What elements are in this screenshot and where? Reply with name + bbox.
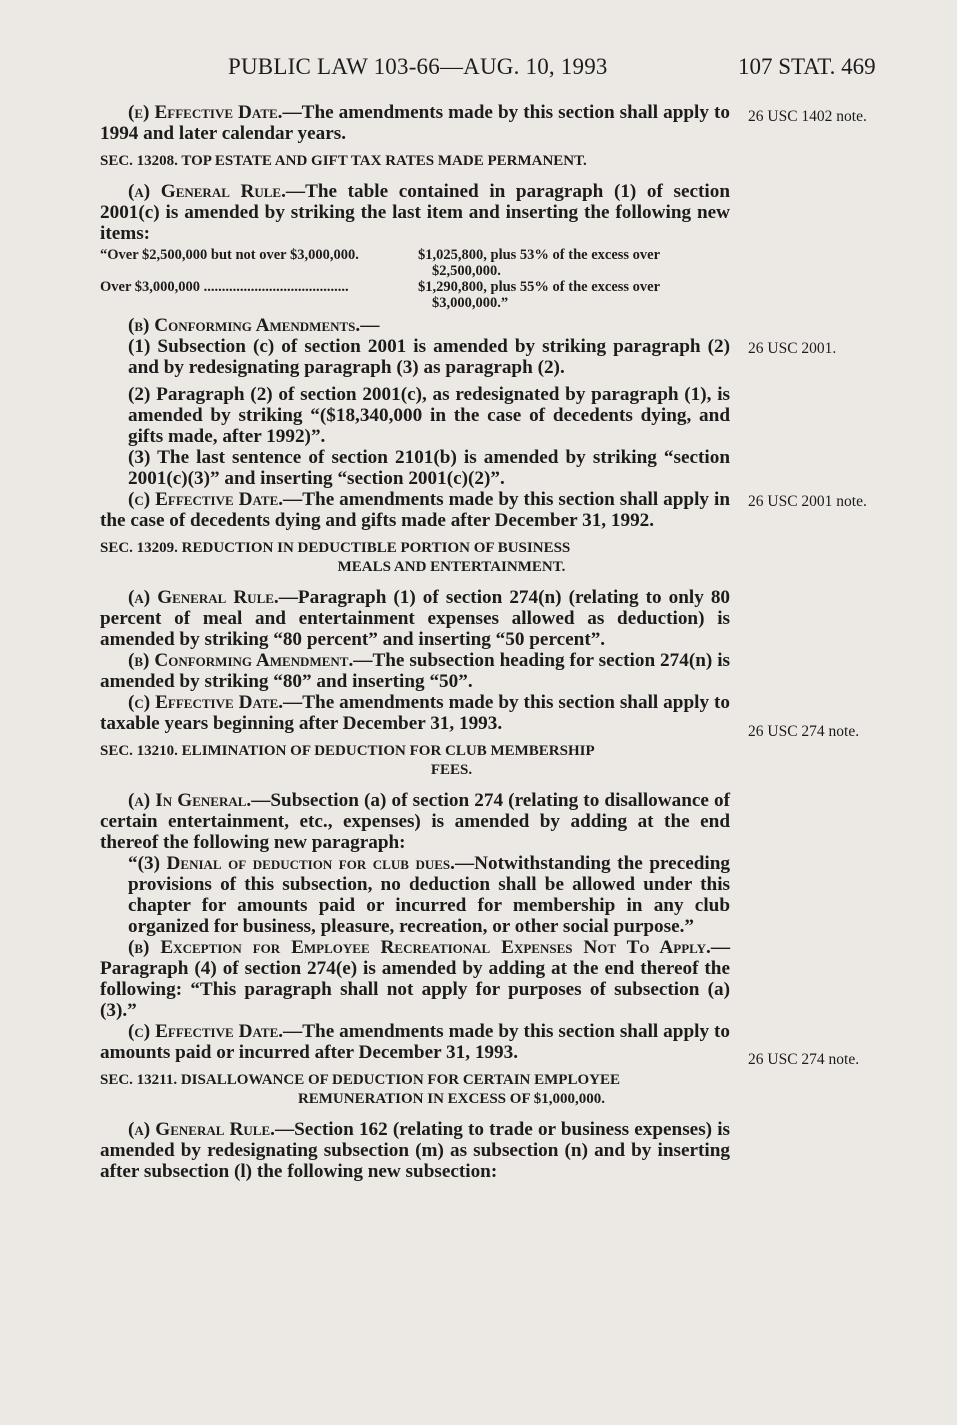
table-cell [100,279,418,311]
margin-note-2001: 26 USC 2001. [748,340,837,357]
paragraph-text: —The amendments made by this section shall apply in the case of decedents dying and gifts made after December 31, 1992. [100,489,730,531]
paragraph-13208-c [100,489,730,531]
heading-label: (a) General Rule. [128,587,279,608]
table-cell [418,247,728,279]
margin-note-2001-note: 26 USC 2001 note. [748,493,867,510]
margin-note-1402: 26 USC 1402 note. [748,108,867,125]
cell-text: $1,025,800, plus 53% of the excess over $2,500,000. [418,247,660,279]
table-cell [100,247,418,279]
paragraph-text: —Notwithstanding the preceding provisions of this subsection, no deduction shall be allowed under this chapter for amounts paid or incurred for membership in any club organized for business, pleasure, recreation, or other social purpose.” [128,853,730,937]
heading-label: “(3) Denial of deduction for club dues. [128,853,455,874]
table-row [100,279,728,311]
heading-line: MEALS AND ENTERTAINMENT. [337,559,566,575]
document-body [100,102,730,1182]
paragraph-text: —The subsection heading for section 274(n) is amended by striking “80” and inserting “50”. [100,650,730,692]
heading-label: (a) In General. [128,790,252,811]
heading-line: SEC. 13210. ELIMINATION OF DEDUCTION FOR CLUB MEMBERSHIP [100,743,595,759]
running-head-title: PUBLIC LAW 103-66—AUG. 10, 1993 [228,54,608,79]
paragraph-text: —Paragraph (1) of section 274(n) (relating to only 80 percent of meal and entertainment expenses allowed as deduction) is amended by striking “80 percent” and inserting “50 percent”. [100,587,731,650]
cell-text: “Over $2,500,000 but not over $3,000,000. [100,247,359,263]
paragraph-text: —Paragraph (4) of section 274(e) is amended by adding at the end thereof the following: “This paragraph shall not apply for purposes of subsection (a)(3).” [100,937,730,1021]
heading-line: SEC. 13211. DISALLOWANCE OF DEDUCTION FOR CERTAIN EMPLOYEE [100,1072,620,1088]
paragraph-text: —Section 162 (relating to trade or business expenses) is amended by redesignating subsection (m) as subsection (n) and by inserting after subsection (l) the following new subsection: [100,1119,730,1182]
section-heading-13208: SEC. 13208. TOP ESTATE AND GIFT TAX RATES MADE PERMANENT. [100,153,587,169]
paragraph-13209-c [100,692,730,734]
paragraph-text: — [360,315,380,336]
heading-label: (c) Effective Date. [128,489,284,510]
paragraph-13209-a [100,587,730,650]
heading-label: (e) Effective Date. [128,102,283,123]
heading-label: (b) Conforming Amendment. [128,650,354,671]
paragraph-text: —The amendments made by this section shall apply to 1994 and later calendar years. [100,102,730,144]
section-heading-13210 [100,742,730,780]
cell-text: $1,290,800, plus 55% of the excess over $3,000,000.” [418,279,660,311]
heading-label: (a) General Rule. [128,1119,275,1140]
paragraph-13209-b [100,650,730,692]
paragraph-13208-b1: (1) Subsection (c) of section 2001 is amended by striking paragraph (2) and by redesignating paragraph (3) as paragraph (2). [128,336,730,378]
paragraph-13210-a [100,790,730,853]
rate-table [100,247,728,311]
paragraph-13210-a3 [100,853,730,937]
statute-page-number: 107 STAT. 469 [738,54,876,79]
cell-text: Over $3,000,000 ........................................ [100,279,349,295]
heading-label: (c) Effective Date. [128,1021,284,1042]
heading-line: REMUNERATION IN EXCESS OF $1,000,000. [297,1091,606,1107]
paragraph-13208-b [100,315,730,336]
heading-label: (a) General Rule. [128,181,286,202]
heading-label: (b) Exception for Employee Recreational Expenses Not To Apply. [128,937,711,958]
heading-label: (b) Conforming Amendments. [128,315,361,336]
paragraph-13208-a [100,181,730,244]
margin-note-274-b: 26 USC 274 note. [748,1051,860,1068]
heading-line: FEES. [430,762,473,778]
paragraph-text: —The amendments made by this section shall apply to taxable years beginning after December 31, 1993. [100,692,730,734]
section-heading-13209 [100,539,730,577]
paragraph-13210-b [100,937,730,1021]
paragraph-e-effective-date [100,102,730,144]
paragraph-text: —The amendments made by this section shall apply to amounts paid or incurred after December 31, 1993. [100,1021,730,1063]
page-header [0,54,957,88]
section-heading-13211 [100,1071,730,1109]
paragraph-text: —Subsection (a) of section 274 (relating to disallowance of certain entertainment, etc., expenses) is amended by adding at the end thereof the following new paragraph: [100,790,731,853]
paragraph-text: —The table contained in paragraph (1) of section 2001(c) is amended by striking the last item and inserting the following new items: [100,181,730,244]
paragraph-13208-b2: (2) Paragraph (2) of section 2001(c), as redesignated by paragraph (1), is amended by striking “($18,340,000 in the case of decedents dying, and gifts made, after 1992)”. [128,384,730,447]
heading-label: (c) Effective Date. [128,692,284,713]
paragraph-13211-a [100,1119,730,1182]
table-cell [418,279,728,311]
margin-note-274-a: 26 USC 274 note. [748,723,860,740]
paragraph-13210-c [100,1021,730,1063]
table-row [100,247,728,279]
paragraph-13208-b3: (3) The last sentence of section 2101(b) is amended by striking “section 2001(c)(3)” and inserting “section 2001(c)(2)”. [128,447,730,489]
heading-line: SEC. 13209. REDUCTION IN DEDUCTIBLE PORTION OF BUSINESS [100,540,571,556]
